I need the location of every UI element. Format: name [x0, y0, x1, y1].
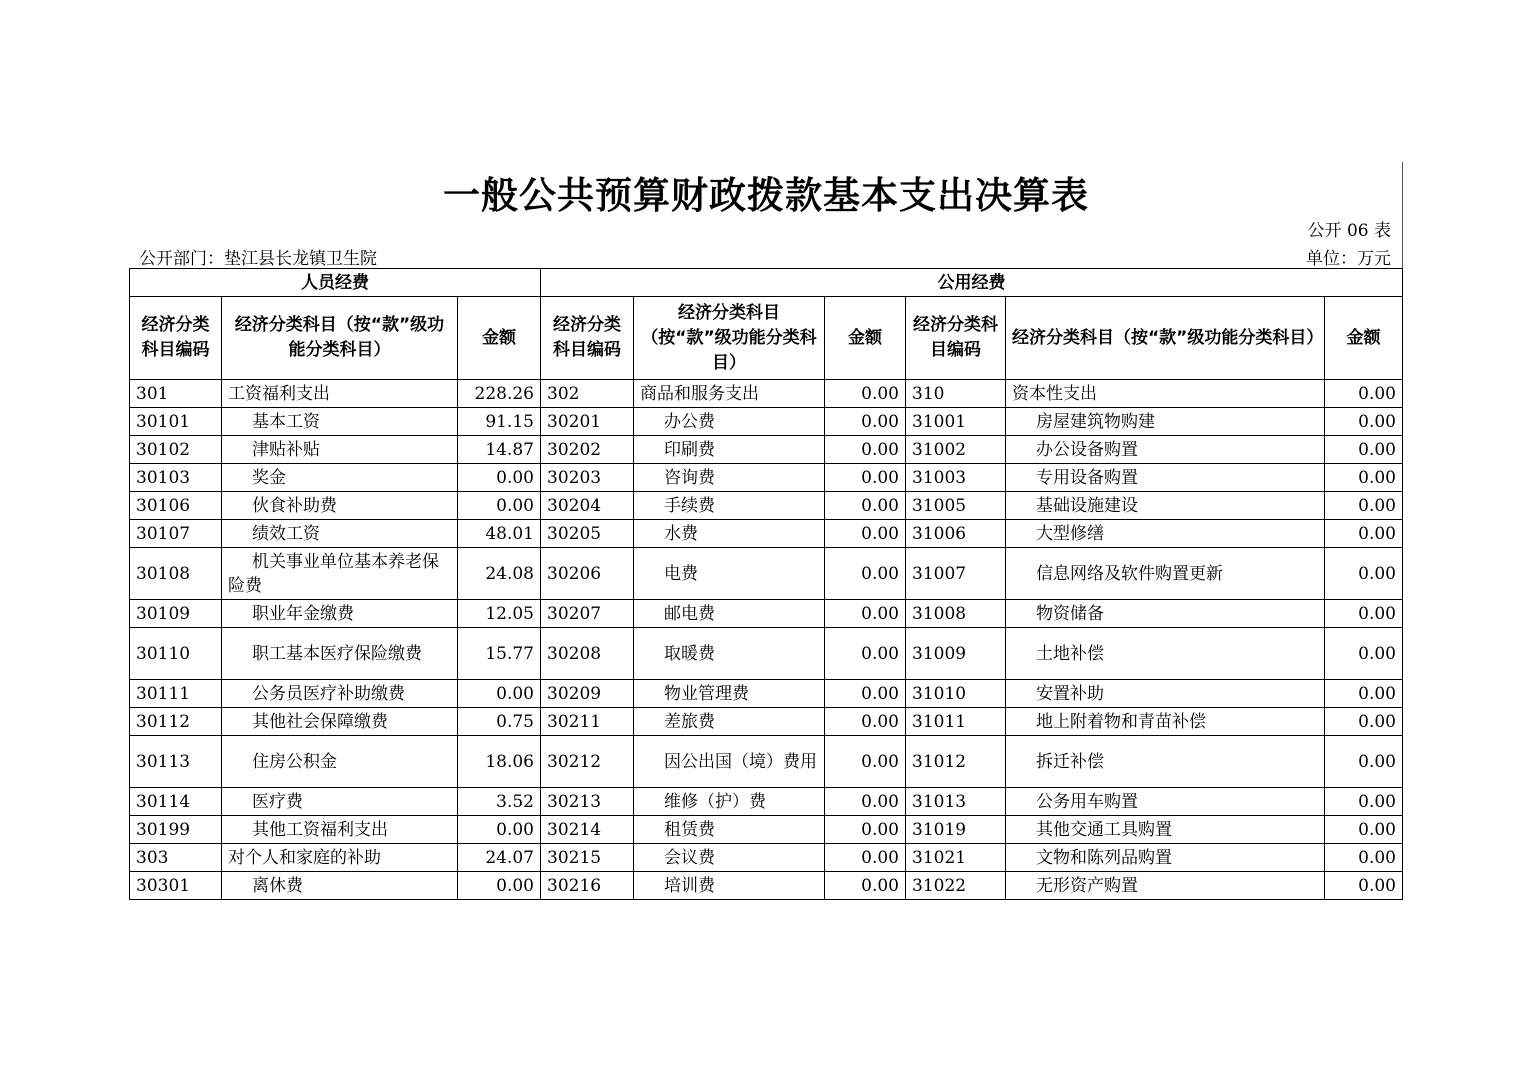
header-amount-right: 金额 — [1325, 297, 1403, 380]
code-left-cell: 30101 — [130, 408, 222, 436]
code-left-cell: 30112 — [130, 708, 222, 736]
amount-right-cell: 0.00 — [1325, 736, 1403, 788]
name-right-cell: 拆迁补偿 — [1006, 736, 1325, 788]
name-mid-cell: 培训费 — [634, 872, 825, 900]
name-left-cell: 对个人和家庭的补助 — [222, 844, 458, 872]
table-row — [130, 872, 1403, 900]
table-row — [130, 548, 1403, 600]
code-right-cell: 31002 — [906, 436, 1006, 464]
unit-label: 单位：万元 — [1306, 249, 1391, 269]
table-row — [130, 680, 1403, 708]
amount-left-cell: 24.07 — [458, 844, 541, 872]
section-personnel: 人员经费 — [130, 269, 541, 297]
code-mid-cell: 30201 — [541, 408, 634, 436]
header-name-left: 经济分类科目（按“款”级功能分类科目） — [222, 297, 458, 380]
amount-left-cell: 0.00 — [458, 680, 541, 708]
amount-right-cell: 0.00 — [1325, 680, 1403, 708]
table-row — [130, 600, 1403, 628]
name-mid-cell: 水费 — [634, 520, 825, 548]
name-left-cell: 其他工资福利支出 — [222, 816, 458, 844]
code-mid-cell: 30204 — [541, 492, 634, 520]
code-left-cell: 30103 — [130, 464, 222, 492]
name-mid-cell: 办公费 — [634, 408, 825, 436]
code-mid-cell: 30202 — [541, 436, 634, 464]
amount-left-cell: 0.75 — [458, 708, 541, 736]
code-right-cell: 31021 — [906, 844, 1006, 872]
code-right-cell: 31013 — [906, 788, 1006, 816]
code-mid-cell: 30205 — [541, 520, 634, 548]
amount-left-cell: 3.52 — [458, 788, 541, 816]
amount-right-cell: 0.00 — [1325, 492, 1403, 520]
amount-left-cell: 0.00 — [458, 464, 541, 492]
header-code-mid: 经济分类科目编码 — [541, 297, 634, 380]
amount-right-cell: 0.00 — [1325, 628, 1403, 680]
table-row — [130, 436, 1403, 464]
amount-right-cell: 0.00 — [1325, 408, 1403, 436]
amount-mid-cell: 0.00 — [825, 408, 906, 436]
name-mid-cell: 取暖费 — [634, 628, 825, 680]
code-mid-cell: 30211 — [541, 708, 634, 736]
department-label: 公开部门：垫江县长龙镇卫生院 — [139, 249, 377, 269]
name-right-cell: 专用设备购置 — [1006, 464, 1325, 492]
header-code-left: 经济分类科目编码 — [130, 297, 222, 380]
code-left-cell: 30113 — [130, 736, 222, 788]
code-left-cell: 30107 — [130, 520, 222, 548]
name-left-cell: 离休费 — [222, 872, 458, 900]
header-amount-mid: 金额 — [825, 297, 906, 380]
name-mid-cell: 维修（护）费 — [634, 788, 825, 816]
code-right-cell: 31011 — [906, 708, 1006, 736]
code-left-cell: 30102 — [130, 436, 222, 464]
amount-mid-cell: 0.00 — [825, 464, 906, 492]
code-mid-cell: 30212 — [541, 736, 634, 788]
code-right-cell: 31006 — [906, 520, 1006, 548]
table-row — [130, 520, 1403, 548]
table-row — [130, 628, 1403, 680]
table-row — [130, 844, 1403, 872]
amount-right-cell: 0.00 — [1325, 436, 1403, 464]
name-mid-cell: 租赁费 — [634, 816, 825, 844]
code-mid-cell: 30213 — [541, 788, 634, 816]
name-right-cell: 其他交通工具购置 — [1006, 816, 1325, 844]
table-row — [130, 736, 1403, 788]
amount-mid-cell: 0.00 — [825, 708, 906, 736]
name-right-cell: 基础设施建设 — [1006, 492, 1325, 520]
name-left-cell: 津贴补贴 — [222, 436, 458, 464]
table-row — [130, 464, 1403, 492]
amount-mid-cell: 0.00 — [825, 600, 906, 628]
code-left-cell: 303 — [130, 844, 222, 872]
page-title: 一般公共预算财政拨款基本支出决算表 — [443, 174, 1089, 217]
name-left-cell: 奖金 — [222, 464, 458, 492]
name-left-cell: 伙食补助费 — [222, 492, 458, 520]
amount-left-cell: 0.00 — [458, 872, 541, 900]
name-right-cell: 土地补偿 — [1006, 628, 1325, 680]
name-right-cell: 无形资产购置 — [1006, 872, 1325, 900]
amount-left-cell: 0.00 — [458, 492, 541, 520]
name-mid-cell: 手续费 — [634, 492, 825, 520]
code-left-cell: 30111 — [130, 680, 222, 708]
amount-left-cell: 48.01 — [458, 520, 541, 548]
code-mid-cell: 30206 — [541, 548, 634, 600]
name-right-cell: 房屋建筑物购建 — [1006, 408, 1325, 436]
form-number: 公开 06 表 — [1307, 221, 1391, 241]
name-mid-cell: 差旅费 — [634, 708, 825, 736]
code-mid-cell: 30207 — [541, 600, 634, 628]
amount-mid-cell: 0.00 — [825, 492, 906, 520]
amount-right-cell: 0.00 — [1325, 788, 1403, 816]
header-name-right: 经济分类科目（按“款”级功能分类科目） — [1006, 297, 1325, 380]
amount-mid-cell: 0.00 — [825, 736, 906, 788]
amount-mid-cell: 0.00 — [825, 380, 906, 408]
amount-mid-cell: 0.00 — [825, 816, 906, 844]
amount-mid-cell: 0.00 — [825, 872, 906, 900]
code-left-cell: 30109 — [130, 600, 222, 628]
name-right-cell: 物资储备 — [1006, 600, 1325, 628]
amount-right-cell: 0.00 — [1325, 816, 1403, 844]
amount-mid-cell: 0.00 — [825, 548, 906, 600]
name-right-cell: 文物和陈列品购置 — [1006, 844, 1325, 872]
header-code-right: 经济分类科目编码 — [906, 297, 1006, 380]
code-mid-cell: 30203 — [541, 464, 634, 492]
code-left-cell: 30114 — [130, 788, 222, 816]
amount-right-cell: 0.00 — [1325, 708, 1403, 736]
amount-left-cell: 12.05 — [458, 600, 541, 628]
code-right-cell: 31008 — [906, 600, 1006, 628]
code-right-cell: 31012 — [906, 736, 1006, 788]
code-mid-cell: 30209 — [541, 680, 634, 708]
amount-right-cell: 0.00 — [1325, 600, 1403, 628]
amount-mid-cell: 0.00 — [825, 844, 906, 872]
code-right-cell: 31007 — [906, 548, 1006, 600]
code-mid-cell: 30214 — [541, 816, 634, 844]
name-mid-cell: 物业管理费 — [634, 680, 825, 708]
name-left-cell: 医疗费 — [222, 788, 458, 816]
amount-mid-cell: 0.00 — [825, 680, 906, 708]
table-row — [130, 816, 1403, 844]
amount-mid-cell: 0.00 — [825, 520, 906, 548]
code-right-cell: 31005 — [906, 492, 1006, 520]
name-mid-cell: 会议费 — [634, 844, 825, 872]
amount-right-cell: 0.00 — [1325, 844, 1403, 872]
amount-right-cell: 0.00 — [1325, 464, 1403, 492]
amount-right-cell: 0.00 — [1325, 548, 1403, 600]
name-right-cell: 办公设备购置 — [1006, 436, 1325, 464]
code-mid-cell: 30208 — [541, 628, 634, 680]
name-mid-cell: 电费 — [634, 548, 825, 600]
amount-left-cell: 0.00 — [458, 816, 541, 844]
code-right-cell: 31001 — [906, 408, 1006, 436]
name-left-cell: 基本工资 — [222, 408, 458, 436]
table-row — [130, 708, 1403, 736]
code-left-cell: 301 — [130, 380, 222, 408]
name-mid-cell: 邮电费 — [634, 600, 825, 628]
code-left-cell: 30106 — [130, 492, 222, 520]
code-mid-cell: 30216 — [541, 872, 634, 900]
amount-right-cell: 0.00 — [1325, 872, 1403, 900]
code-right-cell: 31019 — [906, 816, 1006, 844]
name-mid-cell: 因公出国（境）费用 — [634, 736, 825, 788]
header-amount-left: 金额 — [458, 297, 541, 380]
name-left-cell: 其他社会保障缴费 — [222, 708, 458, 736]
name-right-cell: 公务用车购置 — [1006, 788, 1325, 816]
expenditure-table — [129, 268, 1403, 900]
name-mid-cell: 商品和服务支出 — [634, 380, 825, 408]
name-left-cell: 绩效工资 — [222, 520, 458, 548]
amount-left-cell: 18.06 — [458, 736, 541, 788]
name-left-cell: 职工基本医疗保险缴费 — [222, 628, 458, 680]
amount-left-cell: 228.26 — [458, 380, 541, 408]
name-left-cell: 职业年金缴费 — [222, 600, 458, 628]
page-edge-line — [1402, 162, 1403, 268]
amount-left-cell: 15.77 — [458, 628, 541, 680]
amount-right-cell: 0.00 — [1325, 380, 1403, 408]
name-left-cell: 机关事业单位基本养老保险费 — [222, 548, 458, 600]
code-mid-cell: 302 — [541, 380, 634, 408]
name-left-cell: 住房公积金 — [222, 736, 458, 788]
amount-left-cell: 24.08 — [458, 548, 541, 600]
amount-left-cell: 91.15 — [458, 408, 541, 436]
name-right-cell: 大型修缮 — [1006, 520, 1325, 548]
code-right-cell: 310 — [906, 380, 1006, 408]
amount-mid-cell: 0.00 — [825, 628, 906, 680]
code-mid-cell: 30215 — [541, 844, 634, 872]
code-right-cell: 31009 — [906, 628, 1006, 680]
table-row — [130, 788, 1403, 816]
amount-mid-cell: 0.00 — [825, 788, 906, 816]
code-left-cell: 30110 — [130, 628, 222, 680]
name-right-cell: 安置补助 — [1006, 680, 1325, 708]
code-right-cell: 31022 — [906, 872, 1006, 900]
name-left-cell: 工资福利支出 — [222, 380, 458, 408]
header-name-mid: 经济分类科目（按“款”级功能分类科目） — [634, 297, 825, 380]
table-row — [130, 408, 1403, 436]
name-mid-cell: 咨询费 — [634, 464, 825, 492]
code-left-cell: 30301 — [130, 872, 222, 900]
section-public: 公用经费 — [541, 269, 1403, 297]
name-right-cell: 资本性支出 — [1006, 380, 1325, 408]
table-row — [130, 380, 1403, 408]
name-left-cell: 公务员医疗补助缴费 — [222, 680, 458, 708]
amount-left-cell: 14.87 — [458, 436, 541, 464]
name-mid-cell: 印刷费 — [634, 436, 825, 464]
code-left-cell: 30108 — [130, 548, 222, 600]
code-right-cell: 31010 — [906, 680, 1006, 708]
name-right-cell: 信息网络及软件购置更新 — [1006, 548, 1325, 600]
code-right-cell: 31003 — [906, 464, 1006, 492]
amount-right-cell: 0.00 — [1325, 520, 1403, 548]
code-left-cell: 30199 — [130, 816, 222, 844]
name-right-cell: 地上附着物和青苗补偿 — [1006, 708, 1325, 736]
table-row — [130, 492, 1403, 520]
amount-mid-cell: 0.00 — [825, 436, 906, 464]
